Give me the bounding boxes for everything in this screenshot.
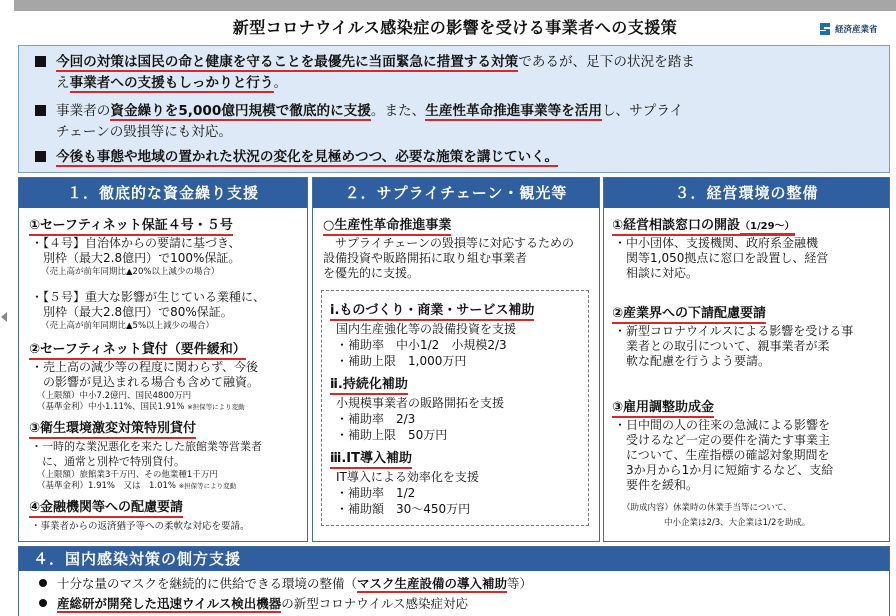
- column-header: １．徹底的な資金繰り支援: [19, 178, 307, 208]
- body-text: について、生産指標の確認対象期間を: [614, 448, 830, 462]
- body-text: ・【４号】自治体からの要請に基づき、: [31, 236, 241, 250]
- section-title: ①セーフティネット保証４号・５号: [29, 218, 233, 234]
- body-text: 別枠（最大2.8億円）で100%保証。: [31, 251, 241, 265]
- note-text: （売上高が前年同期比▲20%以上減少の場合）: [41, 267, 220, 277]
- body-text: 小規模事業者の販路開拓を支援: [336, 396, 505, 410]
- section-domestic-measures: [18, 546, 890, 616]
- summary-item-2: 事業者の資金繰りを5,000億円規模で徹底的に支援。また、生産性革命推進事業等を活用し、サプライ チェーンの毀損等にも対応。: [35, 101, 885, 143]
- logo: [818, 19, 878, 39]
- section-header: ４．国内感染対策の側方支援: [19, 547, 889, 571]
- page-title: 新型コロナウイルス感染症の影響を受ける事業者への支援策: [232, 18, 678, 37]
- subsidy-box: [321, 290, 589, 526]
- note-text: （売上高が前年同期比▲5%以上減少の場合）: [41, 321, 215, 331]
- body-text: を優先的に支援。: [323, 266, 420, 280]
- list-item: 十分な量のマスクを継続的に供給できる環境の整備（マスク生産設備の導入補助等）: [39, 576, 532, 592]
- section-title: ③雇用調整助成金: [612, 400, 714, 416]
- prev-slide-arrow-icon[interactable]: [1, 312, 7, 322]
- square-bullet-icon: [35, 56, 46, 67]
- summary-box: [18, 45, 890, 173]
- bullet-icon: [39, 579, 47, 587]
- section-title: ②セーフティネット貸付（要件緩和）: [29, 342, 246, 358]
- body-text: に、通常と別枠で特別貸付。: [31, 455, 185, 468]
- body-text: ・中小団体、支援機関、政府系金融機: [614, 236, 819, 250]
- body-text: ・補助率 2/3: [336, 412, 416, 426]
- note-text: （上限額）中小7.2億円、国民4800万円: [37, 391, 192, 401]
- section-title: ①経営相談窓口の開設（1/29～）: [612, 218, 795, 235]
- subsidy-title: ⅰ.ものづくり・商業・サービス補助: [330, 303, 534, 319]
- body-text: 3か月から1か月に短縮するなど、支給: [614, 463, 834, 477]
- body-text: サプライチェーンの毀損等に対応するための: [335, 236, 575, 250]
- body-text: の影響が見込まれる場合も含めて融資。: [31, 375, 260, 389]
- top-bar: [14, 0, 896, 11]
- list-item: 産総研が開発した迅速ウイルス検出機器の新型コロナウイルス感染症対応: [39, 596, 468, 612]
- section-title: ④金融機関等への配慮要請: [29, 500, 183, 516]
- body-text: 設備投資や販路開拓に取り組む事業者: [323, 251, 528, 265]
- square-bullet-icon: [35, 105, 46, 116]
- section-title: ○生産性革命推進事業: [323, 218, 451, 234]
- subsidy-title: ⅲ.IT導入補助: [330, 451, 412, 467]
- body-text: ・【５号】重大な影響が生じている業種に、: [31, 290, 266, 304]
- column-supply-chain: [312, 177, 600, 542]
- summary-item-1: 今回の対策は国民の命と健康を守ることを最優先に当面緊急に措置する対策であるが、足下の状況を踏ま え事業者への支援もしっかりと行う。: [35, 52, 885, 94]
- body-text: 関等1,050拠点に窓口を設置し、経営: [614, 251, 829, 265]
- column-business-environment: [603, 177, 890, 542]
- body-text: 要件を緩和。: [614, 478, 699, 492]
- body-text: ・補助上限 50万円: [336, 428, 448, 442]
- note-text: （基準金利）1.91% 又は 1.01% ※担保等により変動: [37, 481, 237, 491]
- bullet-icon: [39, 599, 47, 607]
- body-text: ・売上高の減少等の程度に関わらず、今後: [31, 360, 259, 374]
- body-text: ・補助率 中小1/2 小規模2/3: [336, 338, 507, 352]
- section-title: ②産業界への下請配慮要請: [612, 306, 766, 322]
- meti-logo-icon: [818, 21, 832, 37]
- body-text: IT導入による効率化を支援: [336, 470, 479, 484]
- body-text: 別枠（最大2.8億円）で80%保証。: [31, 305, 233, 319]
- body-text: ・補助額 30～450万円: [336, 502, 471, 516]
- summary-item-3: 今後も事態や地域の置かれた状況の変化を見極めつつ、必要な施策を講じていく。: [35, 147, 885, 168]
- note-text: （助成内容）休業時の休業手当等について、: [622, 503, 792, 513]
- note-text: （基準金利）中小1.11%、国民1.91% ※担保等により変動: [37, 402, 245, 412]
- body-text: ・補助上限 1,000万円: [336, 354, 467, 368]
- note-text: 中小企業は2/3、大企業は1/2を助成。: [664, 518, 811, 528]
- note-text: （上限額）旅館業3千万円、その他業種1千万円: [37, 470, 218, 480]
- section-title: ③衛生環境激変対策特別貸付: [29, 421, 196, 437]
- body-text: ・一時的な業況悪化を来たした旅館業等営業者: [31, 440, 262, 453]
- logo-text: 経済産業省: [835, 25, 878, 35]
- body-text: 国内生産強化等の設備投資を支援: [336, 322, 517, 336]
- subsidy-title: ⅱ.持続化補助: [330, 377, 408, 393]
- square-bullet-icon: [35, 151, 46, 162]
- body-text: 軟な配慮を行うよう要請。: [614, 354, 771, 368]
- body-text: 業者との取引について、親事業者が柔: [614, 339, 830, 353]
- body-text: 受けるなど一定の要件を満たす事業主: [614, 433, 831, 447]
- column-financing: [18, 177, 308, 542]
- column-header: ２．サプライチェーン・観光等: [313, 178, 599, 208]
- body-text: ・新型コロナウイルスによる影響を受ける事: [614, 324, 854, 338]
- body-text: ・日中間の人の往来の急減による影響を: [614, 418, 831, 432]
- body-text: 相談に対応。: [614, 266, 699, 280]
- column-header: ３．経営環境の整備: [604, 178, 889, 208]
- body-text: ・補助率 1/2: [336, 486, 416, 500]
- body-text: ・事業者からの返済猶予等への柔軟な対応を要請。: [31, 521, 250, 532]
